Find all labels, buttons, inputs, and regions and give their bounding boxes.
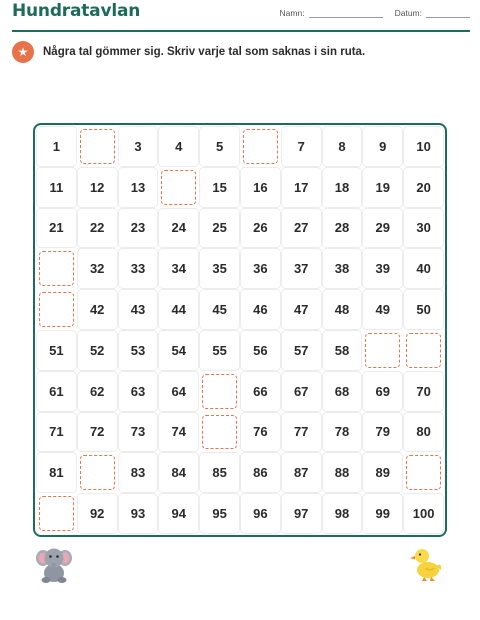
number-cell-88: 88 — [323, 453, 362, 492]
number-cell-61: 61 — [37, 372, 76, 411]
number-cell-33: 33 — [119, 249, 158, 288]
number-cell-72: 72 — [78, 413, 117, 452]
number-cell-5: 5 — [200, 127, 239, 166]
number-cell-76: 76 — [241, 413, 280, 452]
number-cell-17: 17 — [282, 168, 321, 207]
number-cell-83: 83 — [119, 453, 158, 492]
number-cell-10: 10 — [404, 127, 443, 166]
number-cell-69: 69 — [363, 372, 402, 411]
number-cell-50: 50 — [404, 290, 443, 329]
number-cell-58: 58 — [323, 331, 362, 370]
number-cell-13: 13 — [119, 168, 158, 207]
number-cell-51: 51 — [37, 331, 76, 370]
star-icon: ★ — [12, 41, 34, 63]
blank-cell-65[interactable] — [200, 372, 239, 411]
number-cell-1: 1 — [37, 127, 76, 166]
number-cell-74: 74 — [159, 413, 198, 452]
number-cell-23: 23 — [119, 209, 158, 248]
number-cell-28: 28 — [323, 209, 362, 248]
number-cell-79: 79 — [363, 413, 402, 452]
answer-box[interactable] — [39, 292, 74, 327]
number-cell-71: 71 — [37, 413, 76, 452]
number-cell-44: 44 — [159, 290, 198, 329]
answer-box[interactable] — [243, 129, 278, 164]
hundred-chart — [33, 123, 447, 537]
number-cell-86: 86 — [241, 453, 280, 492]
number-cell-94: 94 — [159, 494, 198, 533]
instruction-text: Några tal gömmer sig. Skriv varje tal som saknas i sin ruta. — [43, 46, 366, 58]
number-cell-40: 40 — [404, 249, 443, 288]
blank-cell-60[interactable] — [404, 331, 443, 370]
number-cell-68: 68 — [323, 372, 362, 411]
answer-box[interactable] — [39, 496, 74, 531]
answer-box[interactable] — [161, 170, 196, 205]
number-cell-16: 16 — [241, 168, 280, 207]
number-cell-63: 63 — [119, 372, 158, 411]
number-cell-84: 84 — [159, 453, 198, 492]
name-field — [280, 8, 383, 18]
date-label: Datum: — [394, 8, 422, 18]
number-cell-73: 73 — [119, 413, 158, 452]
number-cell-46: 46 — [241, 290, 280, 329]
blank-cell-59[interactable] — [363, 331, 402, 370]
number-cell-34: 34 — [159, 249, 198, 288]
number-cell-8: 8 — [323, 127, 362, 166]
number-cell-70: 70 — [404, 372, 443, 411]
blank-cell-91[interactable] — [37, 494, 76, 533]
number-cell-47: 47 — [282, 290, 321, 329]
number-cell-96: 96 — [241, 494, 280, 533]
blank-cell-2[interactable] — [78, 127, 117, 166]
number-cell-85: 85 — [200, 453, 239, 492]
answer-box[interactable] — [202, 374, 237, 409]
duck-illustration — [410, 544, 442, 582]
number-cell-29: 29 — [363, 209, 402, 248]
number-cell-67: 67 — [282, 372, 321, 411]
answer-box[interactable] — [39, 251, 74, 286]
number-cell-95: 95 — [200, 494, 239, 533]
number-cell-92: 92 — [78, 494, 117, 533]
date-field — [395, 8, 470, 18]
number-cell-100: 100 — [404, 494, 443, 533]
blank-cell-82[interactable] — [78, 453, 117, 492]
blank-cell-41[interactable] — [37, 290, 76, 329]
hundred-chart-grid — [37, 127, 443, 533]
student-fields — [280, 8, 470, 18]
number-cell-57: 57 — [282, 331, 321, 370]
number-cell-52: 52 — [78, 331, 117, 370]
number-cell-55: 55 — [200, 331, 239, 370]
number-cell-32: 32 — [78, 249, 117, 288]
number-cell-48: 48 — [323, 290, 362, 329]
date-line[interactable] — [426, 10, 470, 18]
number-cell-3: 3 — [119, 127, 158, 166]
number-cell-38: 38 — [323, 249, 362, 288]
name-line[interactable] — [309, 10, 383, 18]
number-cell-27: 27 — [282, 209, 321, 248]
number-cell-66: 66 — [241, 372, 280, 411]
answer-box[interactable] — [80, 129, 115, 164]
number-cell-19: 19 — [363, 168, 402, 207]
answer-box[interactable] — [406, 455, 441, 490]
answer-box[interactable] — [406, 333, 441, 368]
answer-box[interactable] — [202, 415, 237, 450]
number-cell-15: 15 — [200, 168, 239, 207]
number-cell-99: 99 — [363, 494, 402, 533]
number-cell-80: 80 — [404, 413, 443, 452]
answer-box[interactable] — [80, 455, 115, 490]
number-cell-43: 43 — [119, 290, 158, 329]
number-cell-9: 9 — [363, 127, 402, 166]
worksheet-title: Hundratavlan — [12, 1, 141, 21]
number-cell-77: 77 — [282, 413, 321, 452]
number-cell-37: 37 — [282, 249, 321, 288]
instruction — [12, 41, 365, 63]
number-cell-39: 39 — [363, 249, 402, 288]
number-cell-49: 49 — [363, 290, 402, 329]
number-cell-21: 21 — [37, 209, 76, 248]
number-cell-98: 98 — [323, 494, 362, 533]
number-cell-25: 25 — [200, 209, 239, 248]
number-cell-42: 42 — [78, 290, 117, 329]
number-cell-87: 87 — [282, 453, 321, 492]
blank-cell-14[interactable] — [159, 168, 198, 207]
number-cell-78: 78 — [323, 413, 362, 452]
number-cell-36: 36 — [241, 249, 280, 288]
number-cell-24: 24 — [159, 209, 198, 248]
blank-cell-31[interactable] — [37, 249, 76, 288]
number-cell-54: 54 — [159, 331, 198, 370]
number-cell-4: 4 — [159, 127, 198, 166]
number-cell-35: 35 — [200, 249, 239, 288]
number-cell-26: 26 — [241, 209, 280, 248]
blank-cell-6[interactable] — [241, 127, 280, 166]
number-cell-11: 11 — [37, 168, 76, 207]
number-cell-18: 18 — [323, 168, 362, 207]
elephant-illustration — [35, 544, 73, 584]
number-cell-62: 62 — [78, 372, 117, 411]
worksheet-header — [12, 0, 470, 32]
number-cell-81: 81 — [37, 453, 76, 492]
number-cell-20: 20 — [404, 168, 443, 207]
number-cell-93: 93 — [119, 494, 158, 533]
blank-cell-75[interactable] — [200, 413, 239, 452]
number-cell-12: 12 — [78, 168, 117, 207]
answer-box[interactable] — [365, 333, 400, 368]
number-cell-45: 45 — [200, 290, 239, 329]
number-cell-30: 30 — [404, 209, 443, 248]
number-cell-89: 89 — [363, 453, 402, 492]
number-cell-53: 53 — [119, 331, 158, 370]
name-label: Namn: — [279, 8, 305, 18]
number-cell-22: 22 — [78, 209, 117, 248]
blank-cell-90[interactable] — [404, 453, 443, 492]
number-cell-7: 7 — [282, 127, 321, 166]
number-cell-97: 97 — [282, 494, 321, 533]
number-cell-56: 56 — [241, 331, 280, 370]
number-cell-64: 64 — [159, 372, 198, 411]
